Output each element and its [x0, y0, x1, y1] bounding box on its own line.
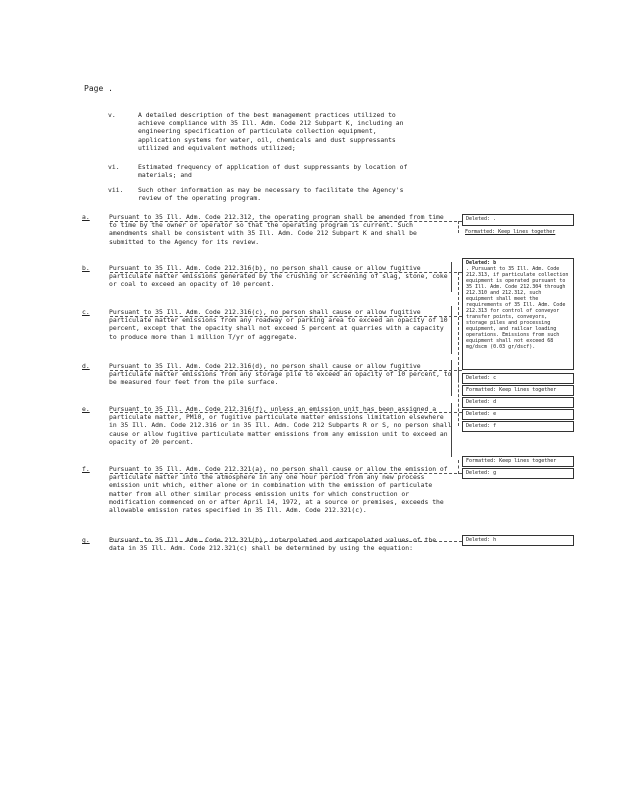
item-marker: g.: [82, 536, 90, 544]
comment-text: Deleted: .: [466, 216, 497, 222]
comment-balloon[interactable]: [462, 421, 574, 432]
comment-text: Deleted: d: [466, 399, 497, 405]
comment-balloon[interactable]: [462, 456, 574, 467]
comment-text: Deleted: c: [466, 375, 497, 381]
document-body: [82, 0, 452, 800]
comment-leader: [110, 541, 462, 542]
item-marker: d.: [82, 362, 90, 370]
change-bar: [451, 360, 452, 396]
comment-text: Formatted: Keep lines together: [465, 229, 556, 235]
item-text: Pursuant to 35 Ill. Adm. Code 212.316(f), unless an emission unit has been assigned a particulate matter, PM10, or fugitive particulate matter emissions limitation elsewhere in 35 Ill. Adm. Code 212.316 or in 35 Ill. Adm. Code 212 Subparts R or S, no person shall cause or allow fugitive particulate matter emissions from any emission unit to exceed an opacity of 20 percent.: [109, 405, 452, 446]
comment-balloon[interactable]: [462, 258, 574, 370]
comment-connector: [458, 370, 459, 426]
comment-balloon[interactable]: [462, 214, 574, 226]
item-text: Pursuant to 35 Ill. Adm. Code 212.316(c), no person shall cause or allow fugitive particulate matter emissions from any roadway or parking area to exceed an opacity of 10 percent, except that the opacity shall not exceed 5 percent at quarries with a capacity to produce more than 1 million T/yr of aggregate.: [109, 308, 448, 341]
comment-leader: [110, 316, 462, 317]
item-text: Such other information as may be necessary to facilitate the Agency's review of the operating program.: [138, 186, 404, 203]
item-text: Pursuant to 35 Ill. Adm. Code 212.321(b), interpolated and extrapolated values of the data in 35 Ill. Adm. Code 212.321(c) shall be determined by using the equation:: [109, 536, 437, 553]
item-marker: v.: [108, 111, 116, 119]
comment-balloon[interactable]: [462, 385, 574, 396]
item-text: Pursuant to 35 Ill. Adm. Code 212.321(a), no person shall cause or allow the emission of particulate matter into the atmosphere in any one hour period from any new process emission unit which, either alone or in combination with the emission of particulate matter from all other similar process emission units for which construction or modification commenced on or after April 14, 1972, at a source or premises, exceeds the allowable emission rates specified in 35 Ill. Adm. Code 212.321(c).: [109, 465, 448, 515]
comment-text: Formatted: Keep lines together: [466, 458, 557, 464]
item-marker: b.: [82, 264, 90, 272]
comment-balloon[interactable]: [462, 373, 574, 384]
item-marker: a.: [82, 213, 90, 221]
comment-leader: [110, 370, 462, 371]
comment-connector: [458, 460, 459, 474]
change-bar: [451, 306, 452, 354]
comment-text: Deleted: g: [466, 470, 497, 476]
comment-text: Deleted: h: [466, 537, 497, 543]
change-bar: [451, 262, 452, 292]
comment-balloon[interactable]: [462, 397, 574, 408]
comment-leader: [110, 473, 462, 474]
comment-balloon[interactable]: [462, 228, 574, 238]
item-marker: vi.: [108, 163, 120, 171]
item-text: Estimated frequency of application of dust suppressants by location of materials; and: [138, 163, 408, 180]
comment-leader: [110, 412, 462, 413]
comment-text: Deleted: f: [466, 423, 497, 429]
comment-connector: [458, 272, 459, 380]
comment-leader: [110, 272, 462, 273]
comment-text: Deleted: e: [466, 411, 497, 417]
comment-text: . Pursuant to 35 Ill. Adm. Code 212.313, if particulate collection equipment is operated pursuant to 35 Ill. Adm. Code 212.304 through 212.310 and 212.312, such equipment shall meet the requirements of 35 Ill. Adm. Code 212.313 for control of conveyor transfer points, conveyors, storage piles and processing equipment, and railcar loading operations. Emissions from such equipment shall not exceed 68 mg/dscm (0.03 gr/dscf).: [466, 266, 569, 350]
item-marker: c.: [82, 308, 90, 316]
item-marker: f.: [82, 465, 90, 473]
comment-title: Deleted: b: [466, 260, 497, 266]
item-marker: vii.: [108, 186, 124, 194]
item-text: Pursuant to 35 Ill. Adm. Code 212.316(d), no person shall cause or allow fugitive particulate matter emissions from any storage pile to exceed an opacity of 10 percent, to be measured four feet from the pile surface.: [109, 362, 452, 387]
comment-text: Formatted: Keep lines together: [466, 387, 557, 393]
item-text: A detailed description of the best management practices utilized to achieve compliance with 35 Ill. Adm. Code 212 Subpart K, including an engineering specification of particulate collection equipment, application systems for water, oil, chemicals and dust suppressants utilized and equivalent methods utilized;: [138, 111, 404, 152]
page-header: Page .: [84, 84, 113, 93]
comment-balloon[interactable]: [462, 468, 574, 479]
comment-connector: [458, 221, 459, 233]
comment-balloon[interactable]: [462, 409, 574, 420]
item-text: Pursuant to 35 Ill. Adm. Code 212.312, the operating program shall be amended from time to time by the owner or operator so that the operating program is current. Such amendments shall be consistent with 35 Ill. Adm. Code 212 Subpart K and shall be submitted to the Agency for its review.: [109, 213, 444, 246]
comment-leader: [110, 221, 462, 222]
comment-balloon[interactable]: [462, 535, 574, 546]
item-text: Pursuant to 35 Ill. Adm. Code 212.316(b), no person shall cause or allow fugitive particulate matter emissions generated by the crushing or screening of slag, stone, coke or coal to exceed an opacity of 10 percent.: [109, 264, 448, 289]
item-marker: e.: [82, 405, 90, 413]
